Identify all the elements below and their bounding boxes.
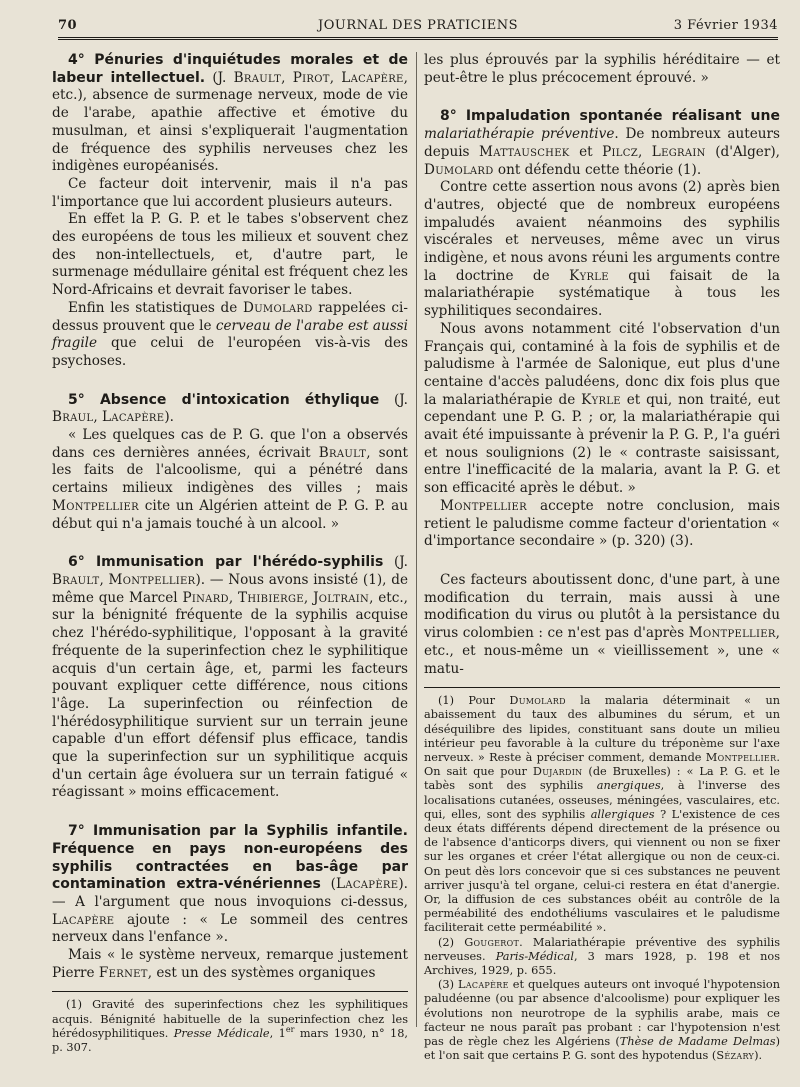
left-footnotes: [52, 998, 408, 1055]
section-9-para-1: Ces facteurs aboutissent donc, d'une part, à une modification du terrain, mais aussi à une modification du virus ou plutôt à la persistance du virus colombien : ce n'est pas d'après Montpellier, etc., et nous-même un « vieillissement », une « matu-: [424, 571, 780, 677]
section-7-para-1: 7° Immunisation par la Syphilis infantile. Fréquence en pays non-européens des syphilis contractées en bas-âge par contamination extra-vénériennes (Lacapère). — A l'argument que nous invoquions ci-dessus, Lacapère ajoute : « Le sommeil des centres nerveux dans l'enfance ».: [52, 823, 408, 946]
section-6-para-1: 6° Immunisation par l'hérédo-syphilis (J. Brault, Montpellier). — Nous avons insisté (1), de même que Marcel Pinard, Thibierge, Joltrain, etc., sur la bénignité fréquente de la syphilis acquise chez l'hérédo-syphilitique, l'opposant à la gravité fréquente de la superinfection chez le syphilitique acquis d'un certain âge, et, parmi les facteurs pouvant expliquer cette différence, nous citions l'âge. La superinfection ou réinfection de l'hérédosyphilitique survient sur un terrain jeune capable d'un effort défensif plus efficace, tandis que la superinfection sur un syphilitique acquis d'un certain âge évoluera sur un terrain fatigué « réagissant » moins efficacement.: [52, 554, 408, 801]
footnote-r1: (1) Pour Dumolard la malaria déterminait « un abaissement du taux des albumines du sérum, et un déséquilibre des lipides, constituant sans doute un milieu intérieur peu favorable à la culture du tréponème sur l'axe nerveux. » Reste à préciser comment, demande Montpellier. On sait que pour Dujardin (de Bruxelles) : « La P. G. et le tabès sont des syphilis anergiques, à l'inverse des localisations cutanées, osseuses, méningées, vasculaires, etc. qui, elles, sont des syphilis allergiques ? L'existence de ces deux états différents dépend directement de la présence ou de l'absence d'anticorps divers, qui viennent ou non se fixer sur les organes et créer l'état allergique ou non de ceux-ci. On peut dès lors concevoir que si ces substances ne peuvent arriver jusqu'à tel organe, celui-ci restera en état d'anergie. Or, la diffusion de ces substances obéit au contrôle de la perméabilité des endothéliums vasculaires et le paludisme faciliterait cette perméabilité ».: [424, 694, 780, 935]
section-5-para-2: « Les quelques cas de P. G. que l'on a observés dans ces dernières années, écrivait Brault, sont les faits de l'alcoolisme, qui a pénétré dans certains milieux indigènes des villes ; mais Montpellier cite un Algérien atteint de P. G. P. au début qui n'a jamais touché à un alcool. »: [52, 427, 408, 532]
section-5-heading: 5° Absence d'intoxication éthylique: [68, 391, 380, 408]
section-5: [52, 392, 408, 534]
section-8: [424, 108, 780, 551]
right-column: [424, 52, 780, 1063]
section-4-para-2: Ce facteur doit intervenir, mais il n'a pas l'importance que lui accordent plusieurs auteurs.: [52, 175, 408, 210]
section-4-para-4: Enfin les statistiques de Dumolard rappelées ci-dessus prouvent que le cerveau de l'arabe est aussi fragile que celui de l'européen vis-à-vis des psychoses.: [52, 299, 408, 369]
section-8-para-1: 8° Impaludation spontanée réalisant une malariathérapie préventive. De nombreux auteurs depuis Mattauschek et Pilcz, Legrain (d'Alger), Dumolard ont défendu cette théorie (1).: [424, 108, 780, 178]
section-8-heading: 8° Impaludation spontanée réalisant une: [440, 108, 780, 125]
section-4-para-3: En effet la P. G. P. et le tabes s'observent chez des européens de tous les milieux et souvent chez des non-intellectuels, et, d'autre part, le surmenage médullaire génital est fréquent chez les Nord-Africains et devrait favoriser le tabes.: [52, 211, 408, 299]
column-divider: [416, 52, 417, 1027]
journal-title: JOURNAL DES PRATICIENS: [318, 18, 518, 33]
left-column: [52, 52, 408, 1055]
section-9: [424, 572, 780, 678]
section-8-para-4: Montpellier accepte notre conclusion, mais retient le paludisme comme facteur d'orientation « d'importance secondaire » (p. 320) (3).: [424, 497, 780, 550]
section-7: [52, 823, 408, 982]
footnote-r3: (3) Lacapère et quelques auteurs ont invoqué l'hypotension paludéenne (ou par absence d'alcoolisme) pour expliquer les évolutions non neurotrope de la syphilis arabe, mais ce facteur ne nous paraît pas probant : car l'hypotension n'est pas de règle chez les Algériens (Thèse de Madame Delmas) et l'on sait que certains P. G. sont des hypotendus (Sézary).: [424, 978, 781, 1063]
section-8-para-2: Contre cette assertion nous avons (2) après bien d'autres, objecté que de nombreux européens impaludés avaient néanmoins des syphilis viscérales et nerveuses, même avec un virus indigène, et nous avons réuni les arguments contre la doctrine de Kyrle qui faisait de la malariathérapie systématique à tous les syphilitiques secondaires.: [424, 179, 780, 320]
issue-date: 3 Février 1934: [673, 18, 778, 33]
section-7-para-2: Mais « le système nerveux, remarque justement Pierre Fernet, est un des systèmes organiques: [52, 947, 408, 981]
continuation-para: les plus éprouvés par la syphilis héréditaire — et peut-être le plus précocement éprouvé. »: [424, 52, 780, 86]
section-6: [52, 554, 408, 802]
footnote-1: (1) Gravité des superinfections chez les syphilitiques acquis. Bénignité habituelle de la superinfection chez les hérédosyphilitiques. Presse Médicale, 1er mars 1930, n° 18, p. 307.: [52, 998, 408, 1055]
section-4: [52, 52, 408, 371]
section-4-heading: 4° Pénuries d'inquiétudes morales et de labeur intellectuel.: [52, 52, 408, 86]
section-8-para-3: Nous avons notamment cité l'observation d'un Français qui, contaminé à la fois de syphilis et de paludisme à l'armée de Salonique, eut plus d'une centaine d'accès paludéens, donc dix fois plus que la malariathérapie de Kyrle et qui, non traité, eut cependant une P. G. P. ; or, la malariathérapie qui avait été impuissante à prévenir la P. G. P., l'a guéri et nous soulignions (2) le « contraste saisissant, entre l'inefficacité de la malaria, avant la P. G. et son efficacité après le début. »: [424, 320, 780, 497]
section-6-heading: 6° Immunisation par l'hérédo-syphilis: [68, 554, 384, 571]
footnote-r2: (2) Gougerot. Malariathérapie préventive des syphilis nerveuses. Paris-Médical, 3 mars 1928, p. 198 et nos Archives, 1929, p. 655.: [424, 935, 781, 978]
page-number: 70: [58, 18, 78, 33]
section-7-heading: 7° Immunisation par la Syphilis infantile. Fréquence en pays non-européens des syphilis contractées en bas-âge par contamination extra-vénériennes: [52, 823, 408, 893]
header-rule: [58, 37, 778, 40]
footnote-rule-right: [424, 687, 780, 688]
footnote-rule: [52, 991, 408, 992]
section-4-para-1: 4° Pénuries d'inquiétudes morales et de labeur intellectuel. (J. Brault, Pirot, Lacapère, etc.), absence de surmenage nerveux, mode de vie de l'arabe, apathie affective et émotive du musulman, et ainsi s'expliquerait l'augmentation de fréquence des syphilis nerveuses chez les indigènes européanisés.: [52, 52, 408, 175]
right-footnotes: [424, 694, 780, 1063]
section-5-para-1: 5° Absence d'intoxication éthylique (J. Braul, Lacapère).: [52, 391, 408, 426]
